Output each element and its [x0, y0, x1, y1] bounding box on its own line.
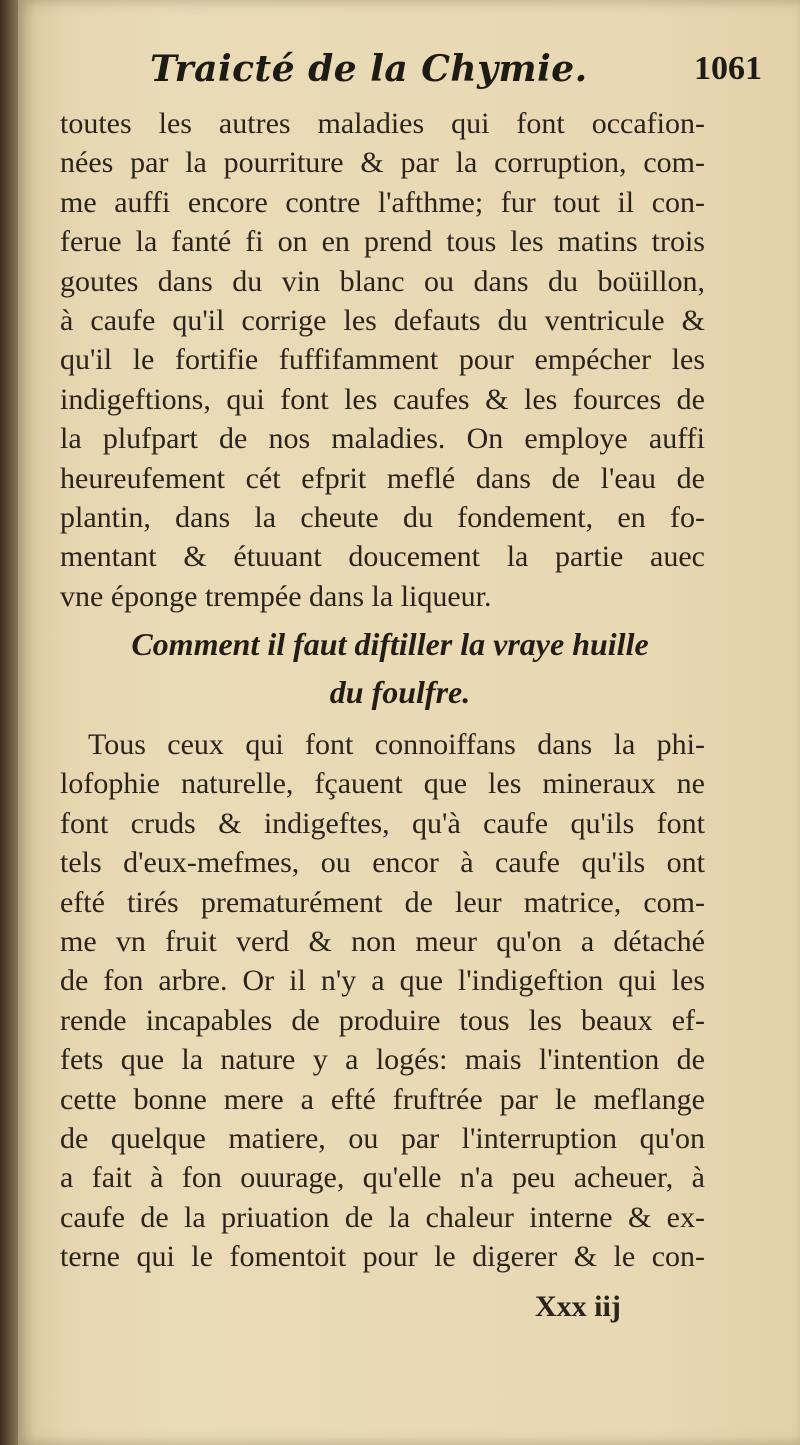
text-line: Tous ceux qui font connoiffans dans la phi- [88, 728, 705, 761]
paragraph-1 [60, 104, 705, 616]
text-line: vne éponge trempée dans la liqueur. [60, 579, 492, 613]
text-line: goutes dans du vin blanc ou dans du boüillon, [60, 264, 705, 298]
text-line: mentant & étuuant doucement la partie auec [60, 540, 705, 574]
section-heading [90, 620, 690, 716]
section-heading-line-2: du foulfre. [329, 674, 471, 710]
text-line: rende incapables de produire tous les beaux ef- [60, 1003, 705, 1037]
text-line: de fon arbre. Or il n'y a que l'indigeftion qui les [60, 964, 705, 998]
text-line: plantin, dans la cheute du fondement, en fo- [60, 501, 705, 535]
text-line: la plufpart de nos maladies. On employe auffi [60, 422, 705, 456]
text-line: font cruds & indigeftes, qu'à caufe qu'ils font [60, 806, 705, 840]
paragraph-2 [60, 725, 705, 1277]
page-number: 1061 [694, 50, 762, 87]
text-line: qu'il le fortifie fuffifamment pour empécher les [60, 343, 705, 377]
running-head-title: Traicté de la Chymie. [150, 48, 588, 90]
text-line: de quelque matiere, ou par l'interruption qu'on [60, 1122, 705, 1156]
text-line: fets que la nature y a logés: mais l'intention de [60, 1043, 705, 1077]
text-line: nées par la pourriture & par la corruption, com- [60, 146, 705, 180]
text-line: me vn fruit verd & non meur qu'on a détaché [60, 925, 705, 959]
book-gutter [0, 0, 18, 1445]
text-line: cette bonne mere a efté fruftrée par le meflange [60, 1082, 705, 1116]
text-line: a fait à fon ouurage, qu'elle n'a peu acheuer, à [60, 1161, 705, 1195]
text-line: à caufe qu'il corrige les defauts du ventricule & [60, 304, 705, 338]
running-head [130, 48, 780, 98]
text-line: terne qui le fomentoit pour le digerer & le con- [60, 1240, 705, 1274]
catchword: Xxx iij [535, 1290, 621, 1323]
text-line: heureufement cét efprit meflé dans de l'eau de [60, 461, 705, 495]
text-line: tels d'eux-mefmes, ou encor à caufe qu'ils ont [60, 846, 705, 880]
text-line: me auffi encore contre l'afthme; fur tout il con- [60, 185, 705, 219]
text-line: toutes les autres maladies qui font occafion- [60, 107, 705, 140]
text-line: indigeftions, qui font les caufes & les fources de [60, 382, 705, 416]
text-line: ferue la fanté fi on en prend tous les matins trois [60, 225, 705, 259]
text-line: lofophie naturelle, fçauent que les mineraux ne [60, 767, 705, 801]
text-line: efté tirés prematurément de leur matrice, com- [60, 885, 705, 919]
section-heading-line-1: Comment il faut diftiller la vraye huille [131, 626, 649, 662]
text-line: caufe de la priuation de la chaleur interne & ex- [60, 1200, 705, 1234]
